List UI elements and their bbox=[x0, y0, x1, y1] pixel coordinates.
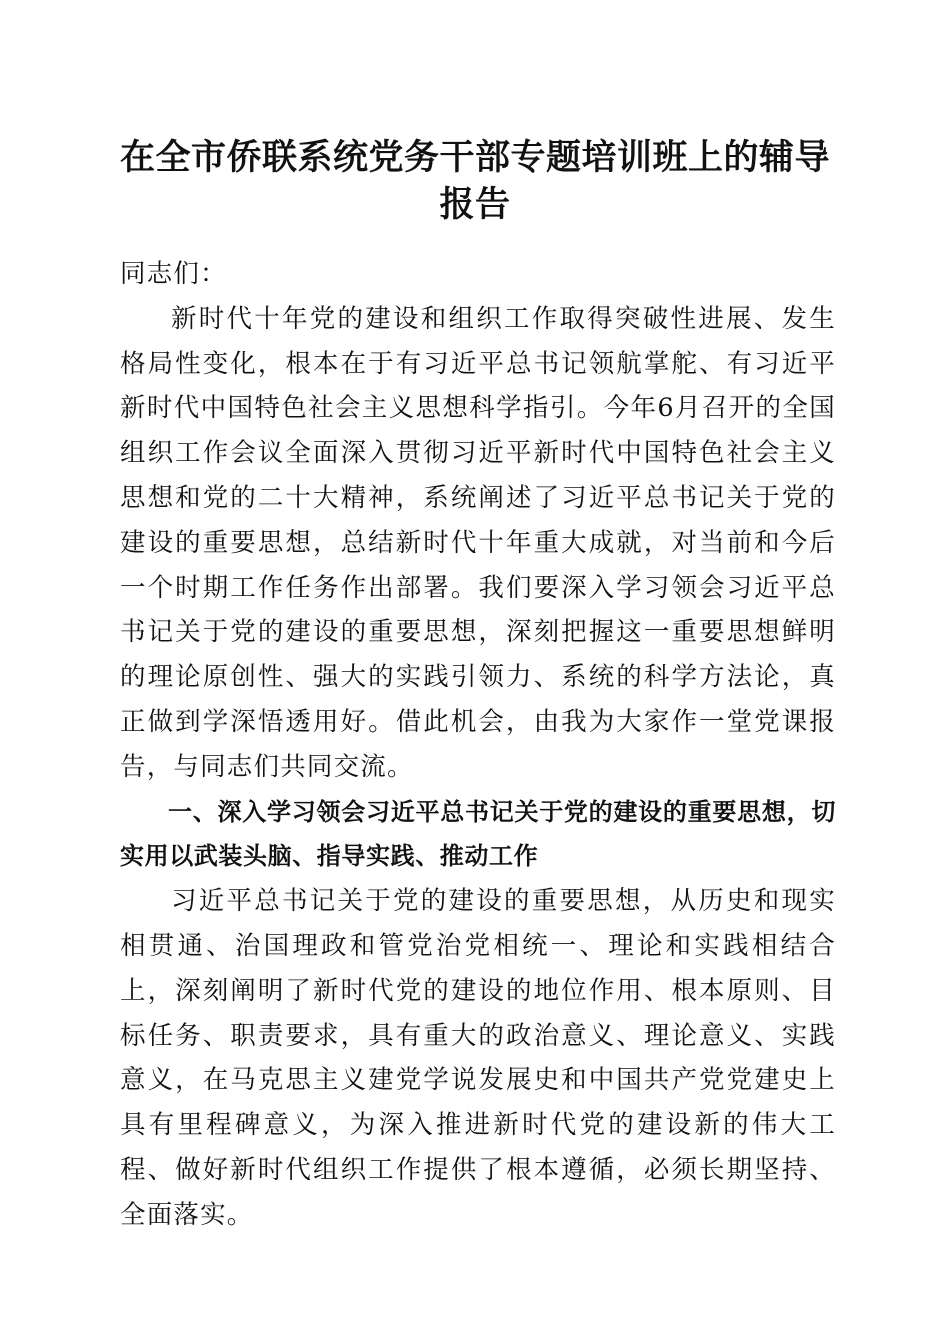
paragraph-section-1: 习近平总书记关于党的建设的重要思想，从历史和现实相贯通、治国理政和管党治党相统一、理论和实践相结合上，深刻阐明了新时代党的建设的地位作用、根本原则、目标任务、职责要求，具有重大的政治意义、理论意义、实践意义，在马克思主义建党学说发展史和中国共产党党建史上具有里程碑意义，为深入推进新时代党的建设新的伟大工程、做好新时代组织工作提供了根本遵循，必须长期坚持、全面落实。 bbox=[120, 886, 836, 1230]
document-title bbox=[110, 134, 840, 228]
paragraph-intro: 新时代十年党的建设和组织工作取得突破性进展、发生格局性变化，根本在于有习近平总书记领航掌舵、有习近平新时代中国特色社会主义思想科学指引。今年6月召开的全国组织工作会议全面深入贯彻习近平新时代中国特色社会主义思想和党的二十大精神，系统阐述了习近平总书记关于党的建设的重要思想，总结新时代十年重大成就，对当前和今后一个时期工作任务作出部署。我们要深入学习领会习近平总书记关于党的建设的重要思想，深刻把握这一重要思想鲜明的理论原创性、强大的实践引领力、系统的科学方法论，真正做到学深悟透用好。借此机会，由我为大家作一堂党课报告，与同志们共同交流。 bbox=[120, 303, 836, 782]
section-heading-1: 一、深入学习领会习近平总书记关于党的建设的重要思想，切实用以武装头脑、指导实践、推动工作 bbox=[120, 797, 836, 871]
title-line-2: 报告 bbox=[439, 184, 511, 225]
greeting: 同志们： bbox=[120, 259, 227, 289]
document-body bbox=[120, 252, 836, 1238]
title-line-1: 在全市侨联系统党务干部专题培训班上的辅导 bbox=[119, 137, 830, 178]
